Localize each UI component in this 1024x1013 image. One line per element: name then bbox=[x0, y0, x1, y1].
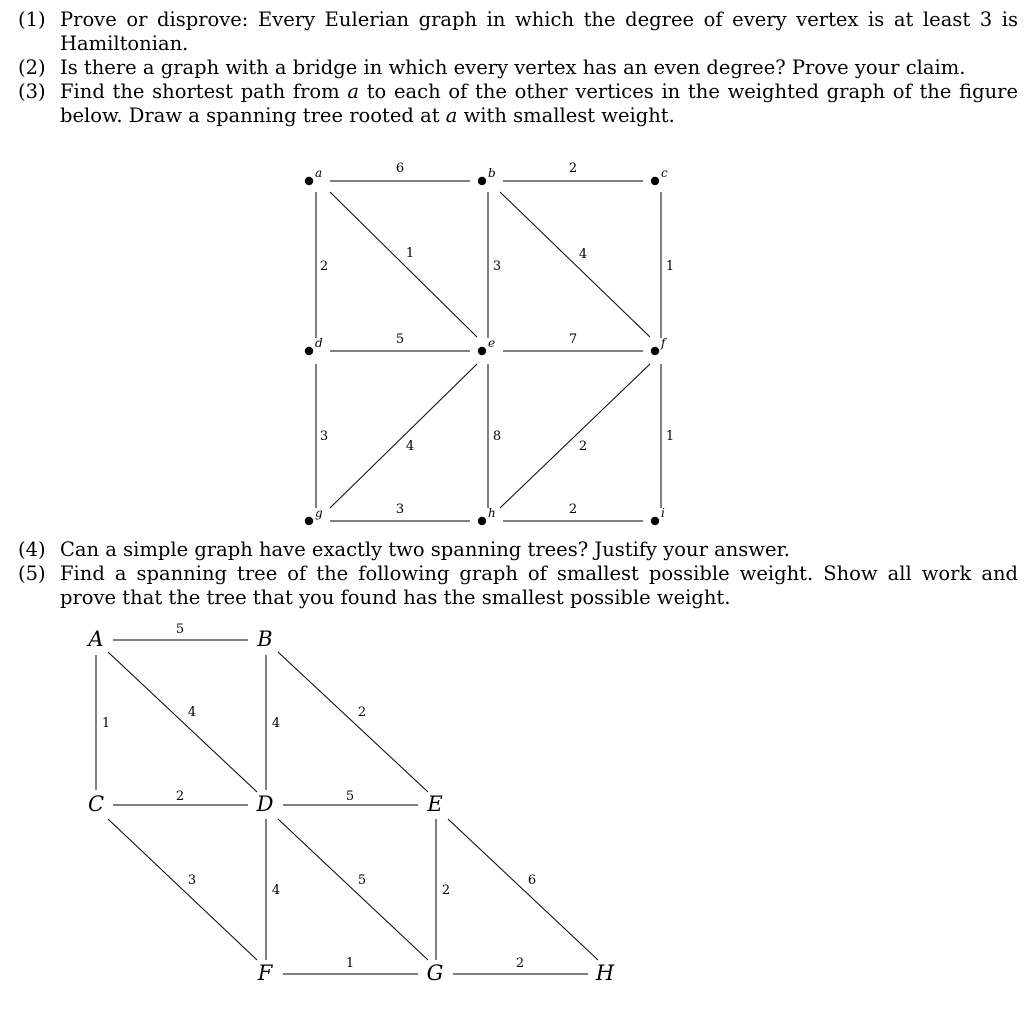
edge-weight-A-C: 1 bbox=[101, 716, 111, 731]
edge-weight-D-F: 4 bbox=[271, 883, 281, 898]
vertex-label-h: h bbox=[488, 506, 496, 520]
problem-text: Prove or disprove: Every Eulerian graph in which the degree of every vertex is at least 3 is Hamiltonian. bbox=[60, 8, 1018, 55]
problem-number: (4) bbox=[18, 538, 46, 561]
edge-weight-E-G: 2 bbox=[441, 883, 451, 898]
problem-number: (1) bbox=[18, 8, 46, 31]
edge-weight-B-E: 2 bbox=[357, 705, 367, 720]
vertex-label-g: g bbox=[315, 506, 323, 520]
text-segment: with smallest weight. bbox=[457, 104, 675, 127]
edge-weight-a-e: 1 bbox=[405, 246, 415, 261]
edge-weight-B-D: 4 bbox=[271, 716, 281, 731]
edge-weight-a-b: 6 bbox=[395, 161, 405, 176]
edge-B-E bbox=[278, 652, 428, 792]
edge-weight-A-D: 4 bbox=[187, 705, 197, 720]
edge-weight-E-H: 6 bbox=[527, 873, 537, 888]
problem-number: (3) bbox=[18, 80, 46, 103]
vertex-B: B bbox=[257, 627, 273, 651]
problem-number: (2) bbox=[18, 56, 46, 79]
edge-weight-e-h: 8 bbox=[492, 429, 502, 444]
edge-weight-e-g: 4 bbox=[405, 439, 415, 454]
edge-weight-b-e: 3 bbox=[492, 259, 502, 274]
edge-weight-F-G: 1 bbox=[345, 956, 355, 971]
vertex-F: F bbox=[257, 961, 273, 985]
edge-weight-a-d: 2 bbox=[319, 259, 329, 274]
edge-weight-c-f: 1 bbox=[665, 259, 675, 274]
edge-C-F bbox=[108, 819, 257, 960]
edge-weight-f-h: 2 bbox=[578, 439, 588, 454]
edge-weight-C-D: 2 bbox=[175, 789, 185, 804]
vertex-label-f: f bbox=[661, 336, 666, 350]
vertex-H: H bbox=[595, 961, 615, 985]
edge-weight-C-F: 3 bbox=[187, 873, 197, 888]
edge-weight-d-g: 3 bbox=[319, 429, 329, 444]
vertex-label-d: d bbox=[315, 336, 323, 350]
vertex-C: C bbox=[87, 792, 105, 816]
vertex-label-a: a bbox=[315, 166, 323, 180]
edge-weight-g-h: 3 bbox=[395, 502, 405, 517]
edge-weight-f-i: 1 bbox=[665, 429, 675, 444]
vertex-D: D bbox=[256, 792, 274, 816]
edge-weight-e-f: 7 bbox=[568, 332, 578, 347]
edge-weight-h-i: 2 bbox=[568, 502, 578, 517]
vertex-A: A bbox=[88, 627, 104, 651]
problem-text: Is there a graph with a bridge in which every vertex has an even degree? Prove your claim. bbox=[60, 56, 966, 79]
problem-text: Find a spanning tree of the following graph of smallest possible weight. Show all work and prove that the tree that you found has the smallest possible weight. bbox=[60, 562, 1018, 609]
edge-weight-D-G: 5 bbox=[357, 873, 367, 888]
vertex-label-b: b bbox=[488, 166, 496, 180]
vertex-label-c: c bbox=[661, 166, 668, 180]
edge-weight-b-f: 4 bbox=[578, 247, 588, 262]
edge-weight-d-e: 5 bbox=[395, 332, 405, 347]
edge-weight-A-B: 5 bbox=[175, 622, 185, 637]
problem-number: (5) bbox=[18, 562, 46, 585]
edge-A-D bbox=[108, 652, 257, 792]
vertex-label-e: e bbox=[488, 336, 496, 350]
vertex-G: G bbox=[426, 961, 444, 985]
vertex-E: E bbox=[427, 792, 443, 816]
edge-weight-D-E: 5 bbox=[345, 789, 355, 804]
vertex-label-i: i bbox=[661, 506, 665, 520]
edge-D-G bbox=[278, 819, 428, 960]
edge-weight-b-c: 2 bbox=[568, 161, 578, 176]
edge-weight-G-H: 2 bbox=[515, 956, 525, 971]
text-segment: Find the shortest path from bbox=[60, 80, 348, 103]
problem-text: Can a simple graph have exactly two spanning trees? Justify your answer. bbox=[60, 538, 790, 561]
text-segment: to each of the other vertices in the weighted graph of the figure below. Draw a spanning tree rooted at bbox=[60, 80, 1019, 127]
edge-E-H bbox=[448, 819, 598, 960]
math-variable: a bbox=[445, 104, 458, 127]
math-variable: a bbox=[347, 80, 360, 103]
